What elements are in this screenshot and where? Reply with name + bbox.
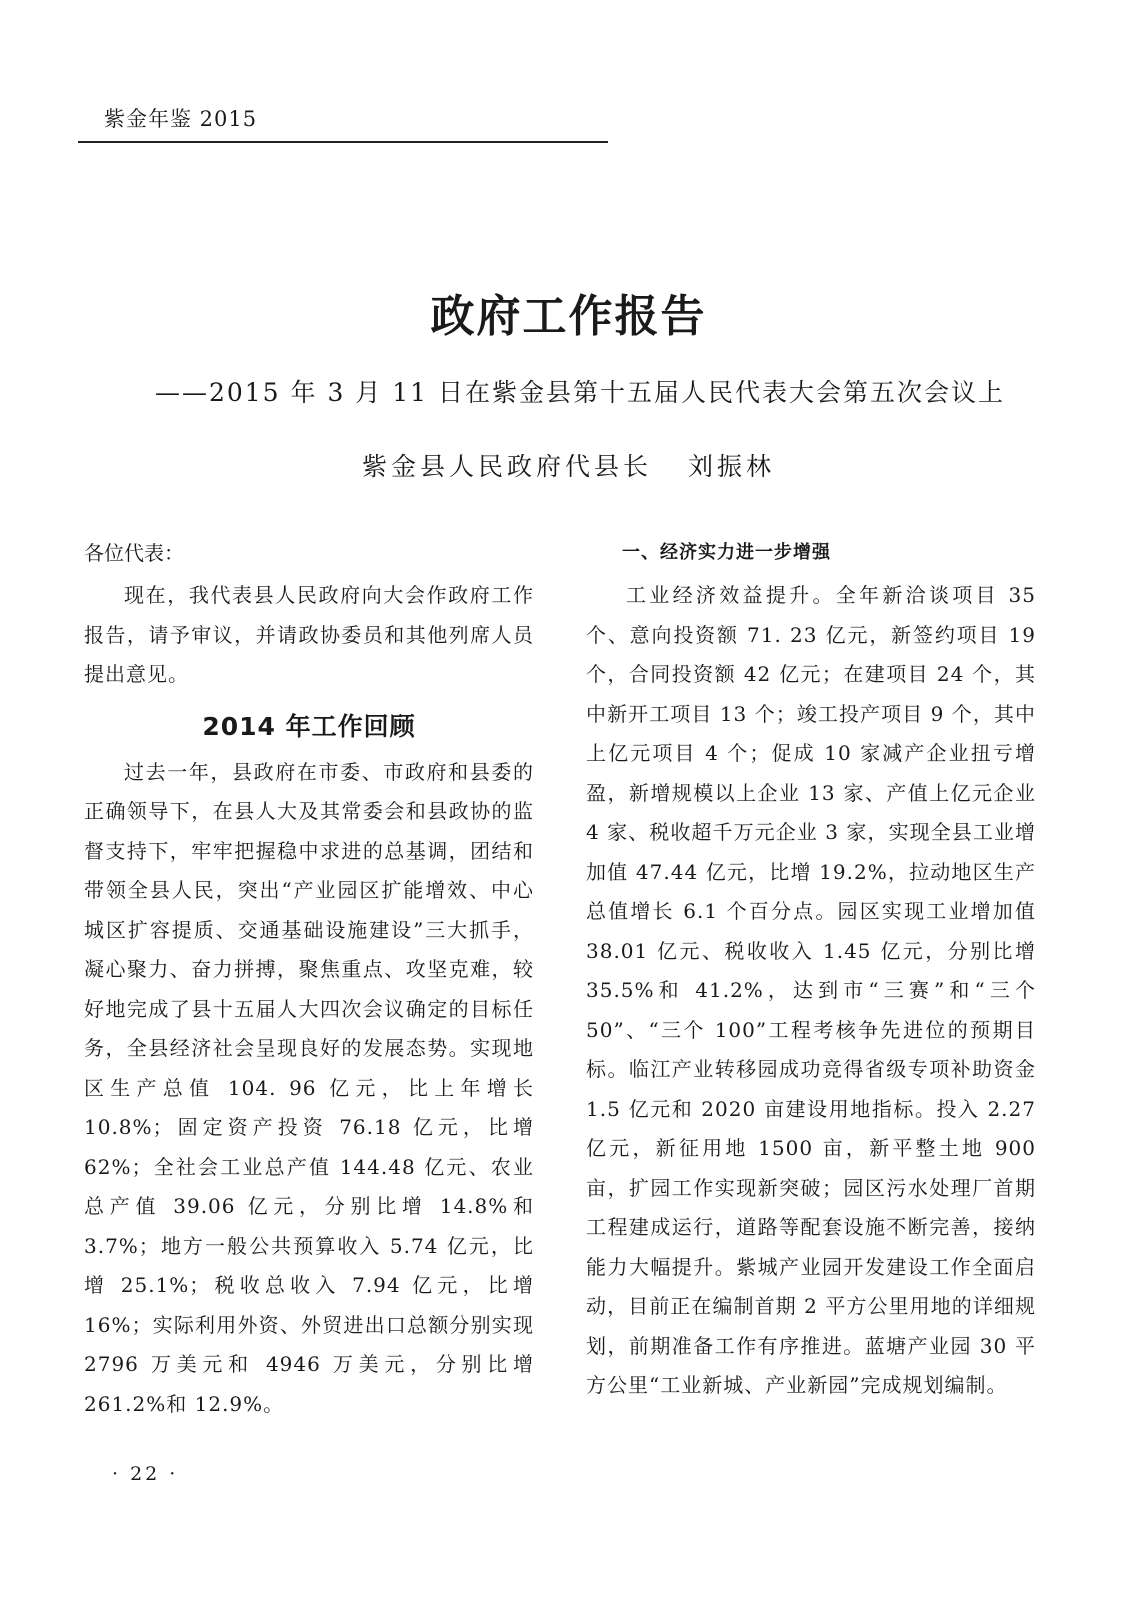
subsection-heading: 一、经济实力进一步增强 [622,542,831,563]
right-column [586,538,1036,1406]
left-column [84,538,534,1424]
author-line [0,447,1137,483]
salutation: 各位代表： [84,541,184,565]
section-heading: 2014 年工作回顾 [202,711,416,741]
article-subtitle: ——2015 年 3 月 11 日在紫金县第十五届人民代表大会第五次会议上 [154,378,1006,407]
industry-paragraph: 工业经济效益提升。全年新洽谈项目 35 个、意向投资额 71. 23 亿元，新签约项目 19 个，合同投资额 42 亿元；在建项目 24 个，其中新开工项目 13 个；竣工投产项目 9 个，其中上亿元项目 4 个；促成 10 家减产企业扭亏增盈，新增规模以上企业 13 家、产值上亿元企业 4 家、税收超千万元企业 3 家，实现全县工业增加值 47.44 亿元，比增 19.2%，拉动地区生产总值增长 6.1 个百分点。园区实现工业增加值 38.01 亿元、税收收入 1.45 亿元，分别比增 35.5%和 41.2%，达到市“三赛”和“三个 50”、“三个 100”工程考核争先进位的预期目标。临江产业转移园成功竞得省级专项补助资金 1.5 亿元和 2020 亩建设用地指标。投入 2.27 亿元，新征用地 1500 亩，新平整土地 900 亩，扩园工作实现新突破；园区污水处理厂首期工程建成运行，道路等配套设施不断完善，接纳能力大幅提升。紫城产业园开发建设工作全面启动，目前正在编制首期 2 平方公里用地的详细规划，前期准备工作有序推进。蓝塘产业园 30 平方公里“工业新城、产业新园”完成规划编制。 [586,583,1036,1397]
running-header: 紫金年鉴 2015 [104,107,258,131]
author-role: 紫金县人民政府代县长 [361,452,652,481]
review-paragraph: 过去一年，县政府在市委、市政府和县委的正确领导下，在县人大及其常委会和县政协的监督支持下，牢牢把握稳中求进的总基调，团结和带领全县人民，突出“产业园区扩能增效、中心城区扩容提质、交通基础设施建设”三大抓手，凝心聚力、奋力拼搏，聚焦重点、攻坚克难，较好地完成了县十五届人大四次会议确定的目标任务，全县经济社会呈现良好的发展态势。实现地区生产总值 104. 96 亿元，比上年增长 10.8%；固定资产投资 76.18 亿元，比增 62%；全社会工业总产值 144.48 亿元、农业总产值 39.06 亿元，分别比增 14.8%和 3.7%；地方一般公共预算收入 5.74 亿元，比增 25.1%；税收总收入 7.94 亿元，比增 16%；实际利用外资、外贸进出口总额分别实现 2796 万美元和 4946 万美元，分别比增 261.2%和 12.9%。 [84,759,534,1416]
header-rule [78,141,608,143]
page-number: · 22 · [112,1463,179,1485]
intro-paragraph: 现在，我代表县人民政府向大会作政府工作报告，请予审议，并请政协委员和其他列席人员提出意见。 [84,583,534,686]
article-title: 政府工作报告 [430,291,707,342]
author-name: 刘振林 [688,452,776,481]
